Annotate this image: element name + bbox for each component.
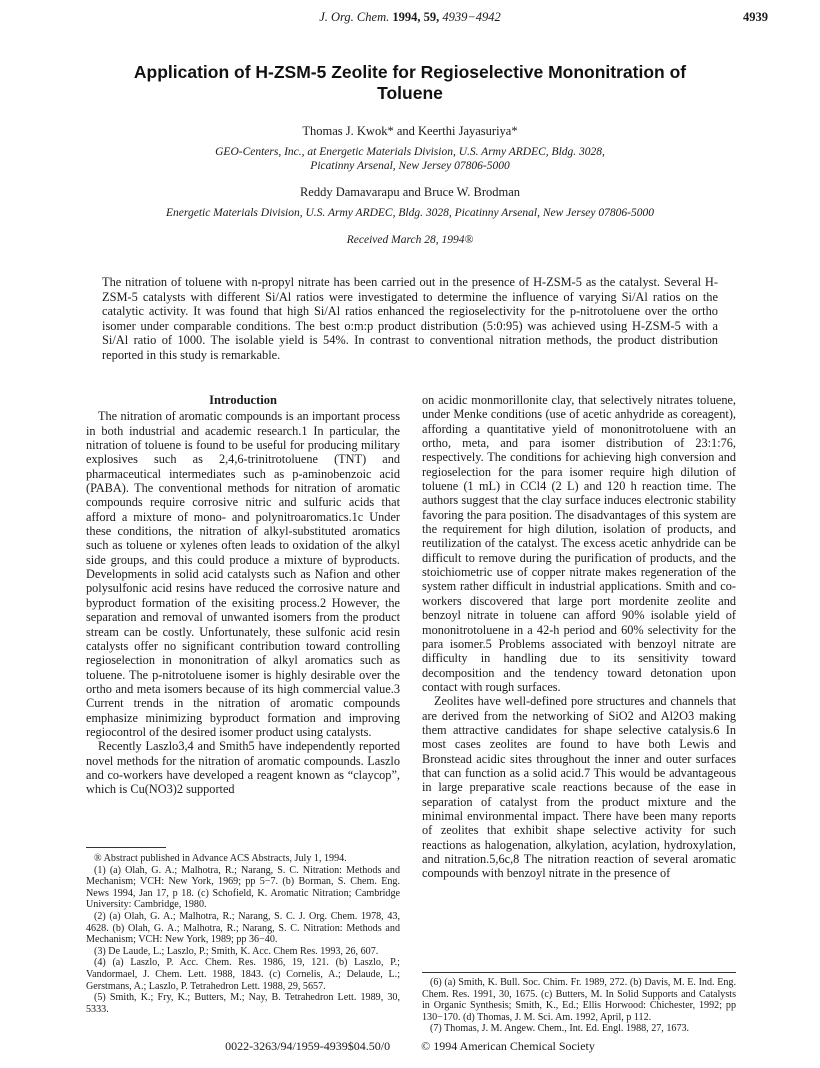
authors-line-2: Reddy Damavarapu and Bruce W. Brodman (299, 185, 521, 199)
section-heading-introduction: Introduction (209, 393, 277, 407)
affiliation-1-line-2: Picatinny Arsenal, New Jersey 07806-5000 (310, 160, 510, 172)
footnotes-left (86, 853, 400, 1015)
footnote-divider (422, 972, 736, 973)
journal-pages: 4939−4942 (442, 10, 501, 24)
page-footer (0, 1039, 820, 1054)
authors-line-1: Thomas J. Kwok* and Keerthi Jayasuriya* (302, 124, 518, 138)
paragraph: The nitration of aromatic compounds is an important process in both industrial and academic research.1 In particular, the nitration of toluene is found to be useful for producing military explosives such as 2,4,6-trinitrotoluene (TNT) and pharmaceutical intermediates such as p-aminobenzoic acid (PABA). The conventional methods for nitration of aromatic compounds require corrosive nitric and sulfuric acids that afford a mixture of mono- and polynitroaromatics.1c Under these conditions, the nitration of alkyl-substituted aromatics such as toluene or xylenes often leads to oxidation of the alkyl side groups, and this could produce a mixture of byproducts. Developments in solid acid catalysts such as Nafion and other polysulfonic acid resins have reduced the corrosive nature and byproduct formation of the exisiting process.2 However, the separation and removal of unwanted isomers from the product stream can be costly. Unfortunately, these sulfonic acid resin catalysts offer no significant contribution toward controlling regioselection in mononitration of alkyl aromatics such as toluene. The p-nitrotoluene isomer is highly desirable over the ortho and meta isomers because of its high commercial value.3 Current trends in the nitration of aromatic compounds emphasize minimizing byproduct formation and improving regiocontrol of the desired isomer product using catalysts. (86, 409, 400, 739)
footnote: (4) (a) Laszlo, P. Acc. Chem. Res. 1986, 19, 121. (b) Laszlo, P.; Vandormael, J. Chem. Lett. 1988, 1843. (c) Cornelis, A.; Delaude, L.; Gerstmans, A.; Laszlo, P. Tetrahedron Lett. 1988, 29, 5657. (86, 957, 400, 992)
paragraph: Zeolites have well-defined pore structures and channels that are derived from the networking of SiO2 and Al2O3 making them attractive candidates for shape selective catalysis.6 In most cases zeolites are found to have both Lewis and Bronstead acidic sites throughout the inner and outer surfaces that can function as a solid acid.7 This would be advantageous in large preparative scale reactions because of the ease in separation of catalyst from the product mixture and the minimal environmental impact. There have been many reports of zeolites that exhibit shape selective activity for such reactions as halogenation, alkylation, acylation, hydroxylation, and nitration.5,6c,8 The nitration reaction of several aromatic compounds with benzoyl nitrate in the presence of (422, 694, 736, 881)
footnote: (2) (a) Olah, G. A.; Malhotra, R.; Narang, S. C. J. Org. Chem. 1978, 43, 4628. (b) Olah, G. A.; Malhotra, R.; Narang, S. C. Nitration: Methods and Mechanism; VCH: New York, 1989; pp 36−40. (86, 910, 400, 946)
affiliation-2: Energetic Materials Division, U.S. Army ARDEC, Bldg. 3028, Picatinny Arsenal, New Jersey 07806-5000 (166, 207, 654, 219)
footnote: (6) (a) Smith, K. Bull. Soc. Chim. Fr. 1989, 272. (b) Davis, M. E. Ind. Eng. Chem. Res. 1991, 30, 1675. (c) Butters, M. In Solid Supports and Catalysts in Organic Synthesis; Smith, K., Ed.; Ellis Horwood: Chichester, 1992; pp 130−170. (d) Thomas, J. M. Sci. Am. 1992, April, p 112. (422, 977, 736, 1023)
copyright: © 1994 American Chemical Society (421, 1039, 595, 1053)
paragraph: on acidic monmorillonite clay, that selectively nitrates toluene, under Menke conditions (use of acetic anhydride as coreagent), affording a quantitative yield of mononitrotoluene with an ortho, meta, and para isomer distribution of 23:1:76, respectively. The conditions for achieving high conversion and regioselection for the para isomer require high dilution of toluene (1 mL) in CCl4 (2 L) and 120 h reaction time. The authors suggest that the clay surface induces electronic stability favoring the para position. The disadvantages of this system are the requirement for high dilution, isolation of products, and reutilization of the catalyst. The excess acetic anhydride can be difficult to remove during the purification of products, and the stoichiometric use of copper nitrate makes regeneration of the system rather difficult in industrial applications. Smith and co-workers discovered that large port mordenite zeolite and benzoyl nitrate in toluene can afford 90% isolable yield of mononitrotoluene in a 42-h period and 60% selectivity for the para isomer.5 Problems associated with benzoyl nitrate are difficulty in handling due to its sensitivity toward decomposition and the tendency toward detonation upon contact with rough surfaces. (422, 393, 736, 694)
received-date: Received March 28, 1994® (346, 234, 474, 246)
right-column (422, 393, 736, 881)
article-title: Application of H-ZSM-5 Zeolite for Regioselective Mononitration of Toluene (133, 62, 687, 103)
footnote: (7) Thomas, J. M. Angew. Chem., Int. Ed. Engl. 1988, 27, 1673. (430, 1023, 690, 1035)
article-code: 0022-3263/94/1959-4939$04.50/0 (225, 1039, 391, 1053)
journal-citation (0, 10, 820, 25)
running-head (0, 10, 820, 28)
paragraph: Recently Laszlo3,4 and Smith5 have independently reported novel methods for the nitration of aromatic compounds. Laszlo and co-workers have developed a reagent known as “claycop”, which is Cu(NO3)2 supported (86, 739, 400, 797)
journal-name: J. Org. Chem. (319, 10, 390, 24)
footnote: ® Abstract published in Advance ACS Abstracts, July 1, 1994. (94, 853, 347, 864)
footnote: (5) Smith, K.; Fry, K.; Butters, M.; Nay, B. Tetrahedron Lett. 1989, 30, 5333. (86, 992, 400, 1015)
journal-year-volume: 1994, 59, (392, 10, 440, 24)
abstract: The nitration of toluene with n-propyl nitrate has been carried out in the presence of H-ZSM-5 as the catalyst. Several H-ZSM-5 catalysts with different Si/Al ratios were investigated to determine the influence of varying Si/Al ratios on the catalytic activity. It was found that high Si/Al ratios enhanced the regioselectivity for the p-nitrotoluene over the ortho isomer under comparable conditions. The best o:m:p product distribution (5:0:95) was achieved using H-ZSM-5 with a Si/Al ratio of 1000. The isolable yield is 54%. In contrast to conventional nitration methods, the product distribution reported in this study is remarkable. (102, 275, 718, 362)
footnotes-right (422, 977, 736, 1035)
footnote-divider (86, 847, 166, 848)
footnote: (3) De Laude, L.; Laszlo, P.; Smith, K. Acc. Chem Res. 1993, 26, 607. (94, 945, 379, 957)
left-column (86, 393, 400, 797)
affiliation-1-line-1: GEO-Centers, Inc., at Energetic Materials Division, U.S. Army ARDEC, Bldg. 3028, (215, 146, 605, 158)
footnote: (1) (a) Olah, G. A.; Malhotra, R.; Narang, S. C. Nitration: Methods and Mechanism; VCH: New York, 1969; pp 5−7. (b) Borman, S. Chem. Eng. News 1994, Jan 17, p 18. (c) Schofield, K. Aromatic Nitration; Cambridge University: Cambridge, 1980. (86, 864, 400, 911)
page-number: 4939 (743, 10, 768, 24)
